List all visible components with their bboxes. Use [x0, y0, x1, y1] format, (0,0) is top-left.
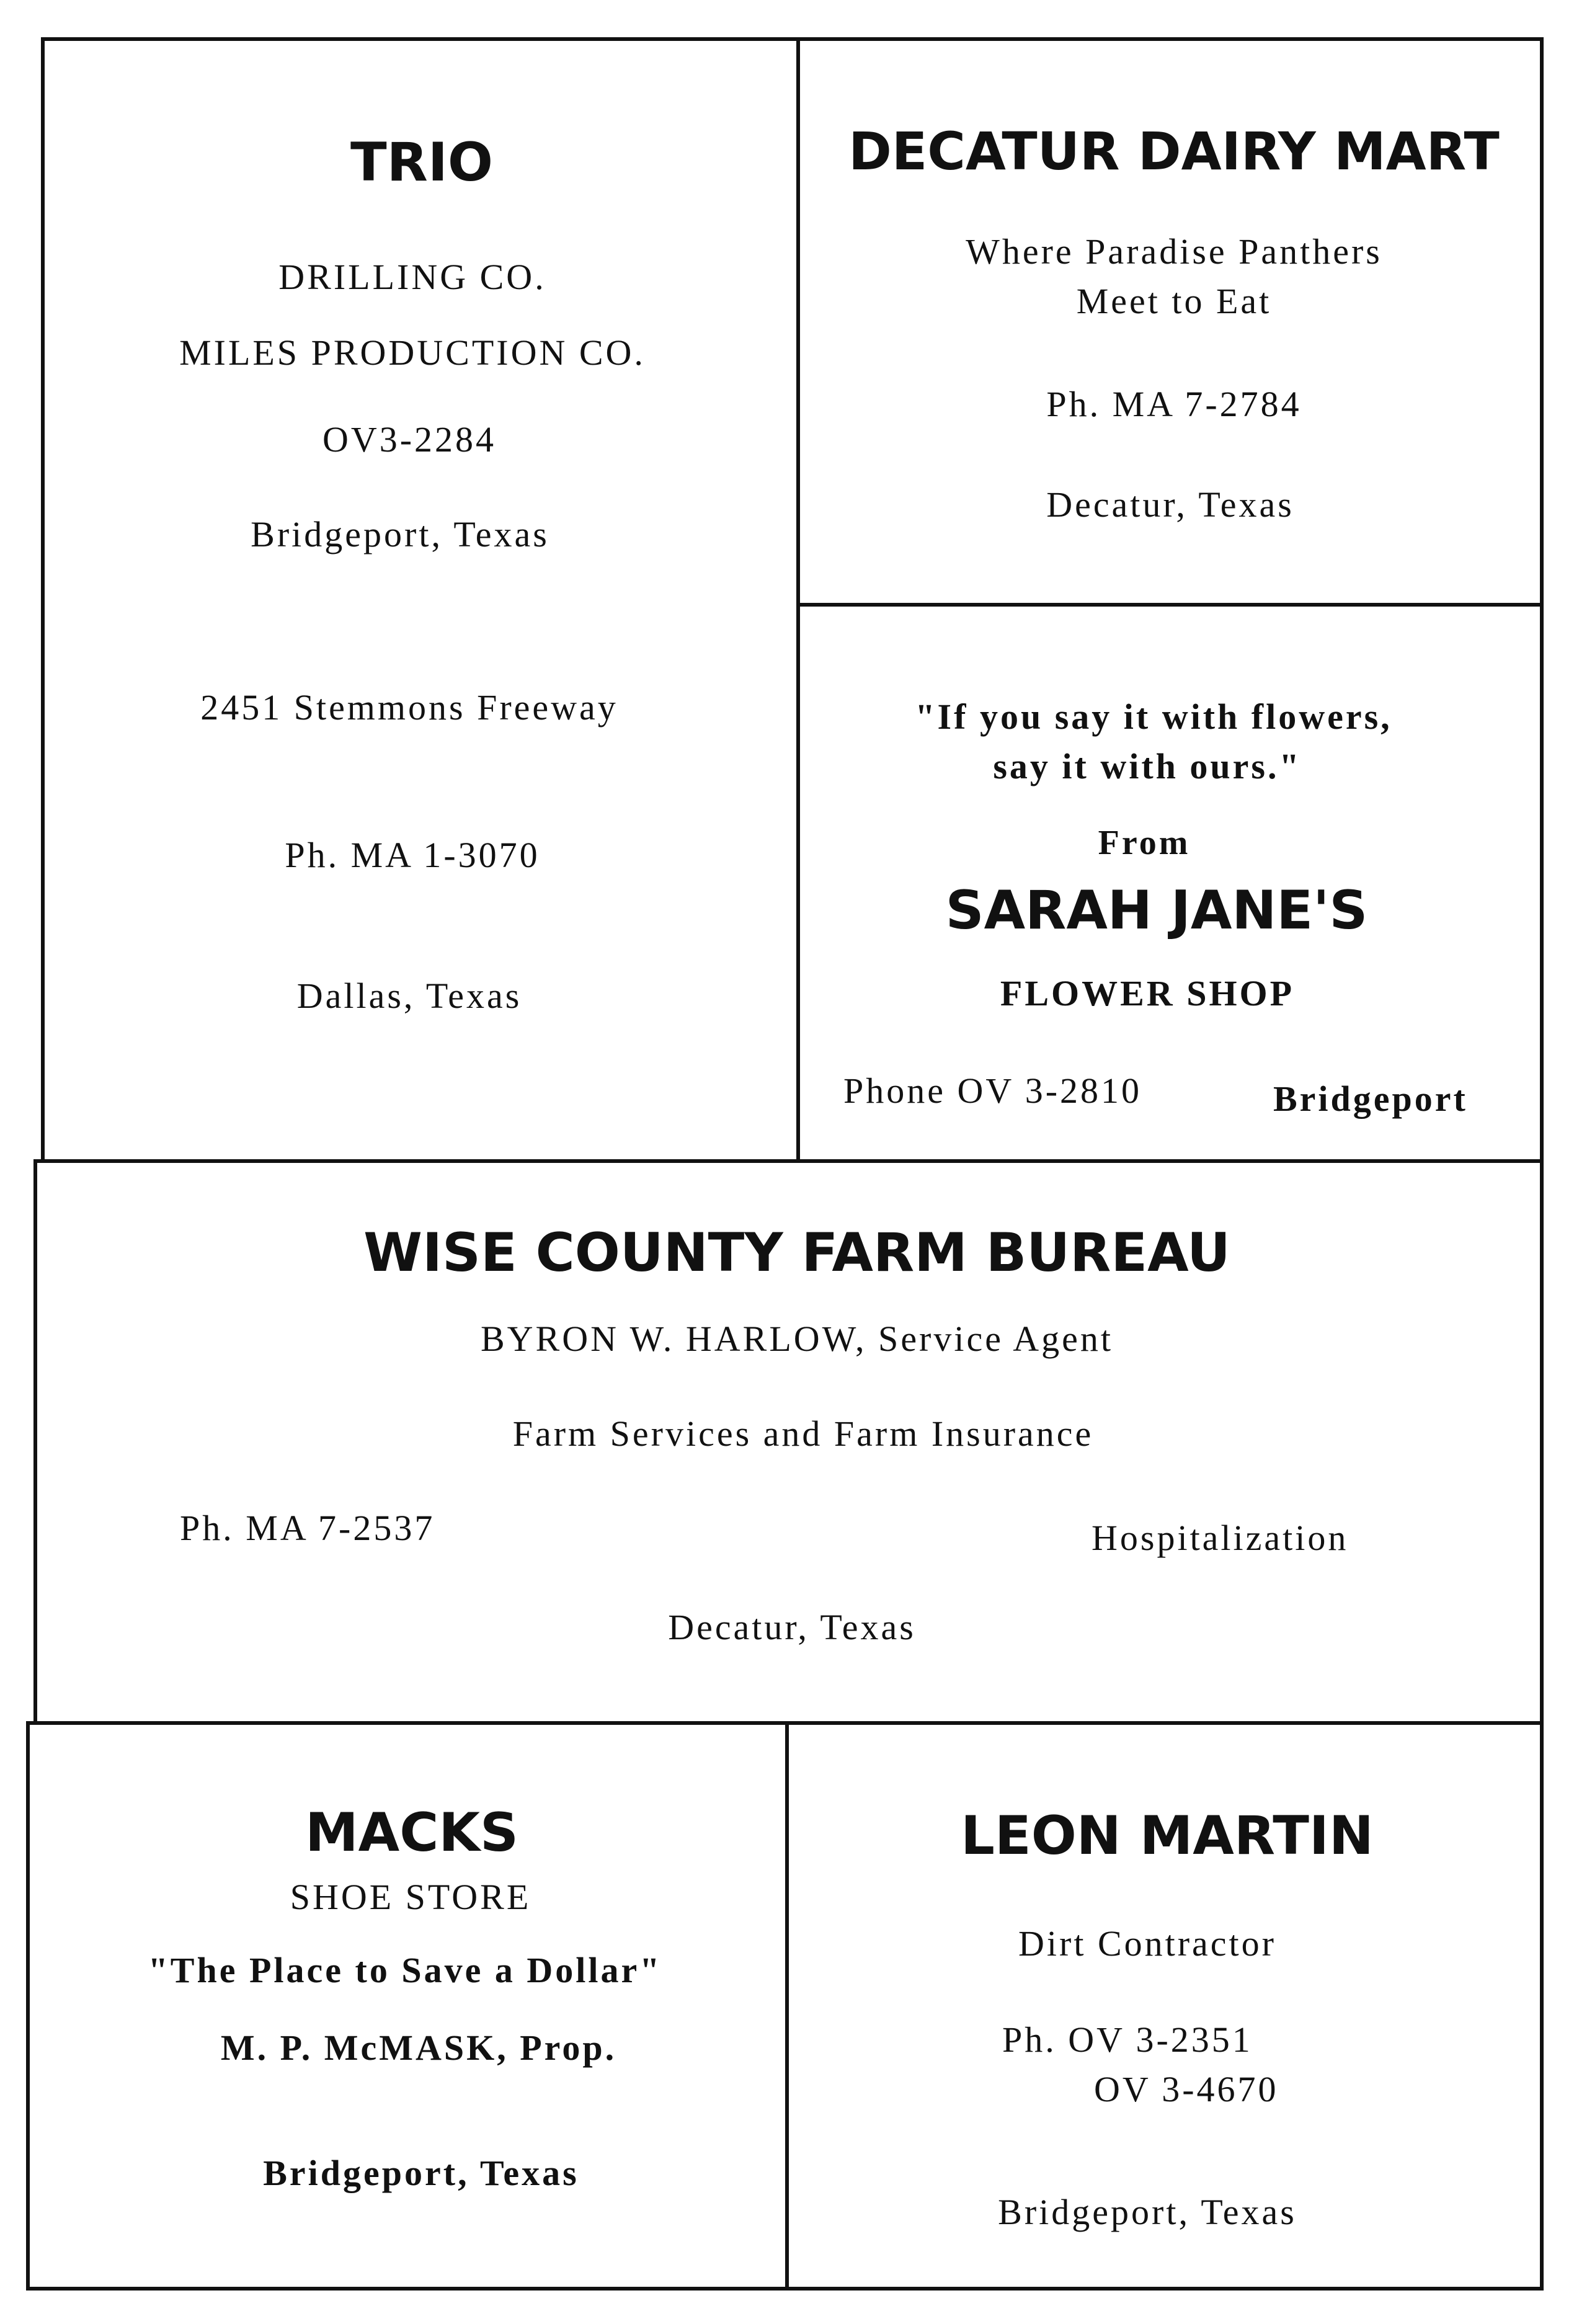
- flower-quote-line1: "If you say it with flowers,: [915, 697, 1392, 737]
- dairy-city: Decatur, Texas: [1046, 484, 1294, 525]
- leon-phone2: OV 3-4670: [1094, 2069, 1279, 2109]
- leon-phone1: Ph. OV 3-2351: [1002, 2019, 1253, 2060]
- flower-city: Bridgeport: [1273, 1079, 1468, 1119]
- flower-title: SARAH JANE'S: [945, 879, 1368, 942]
- dairy-slogan-line2: Meet to Eat: [1076, 281, 1272, 321]
- trio-drilling: DRILLING CO.: [278, 257, 546, 297]
- macks-title: MACKS: [305, 1802, 518, 1864]
- farm-agent: BYRON W. HARLOW, Service Agent: [480, 1319, 1114, 1359]
- flower-from: From: [1098, 824, 1191, 862]
- macks-subtitle: SHOE STORE: [290, 1877, 531, 1917]
- trio-city2: Dallas, Texas: [296, 976, 522, 1016]
- flower-phone: Phone OV 3-2810: [843, 1071, 1142, 1111]
- farm-hospitalization: Hospitalization: [1092, 1518, 1349, 1558]
- farm-services: Farm Services and Farm Insurance: [512, 1414, 1094, 1454]
- dairy-phone: Ph. MA 7-2784: [1046, 384, 1302, 424]
- dairy-title: DECATUR DAIRY MART: [848, 121, 1500, 182]
- leon-city: Bridgeport, Texas: [998, 2192, 1297, 2232]
- farm-title: WISE COUNTY FARM BUREAU: [363, 1222, 1230, 1284]
- farm-city: Decatur, Texas: [668, 1607, 916, 1647]
- trio-phone: OV3-2284: [322, 419, 497, 460]
- trio-miles: MILES PRODUCTION CO.: [179, 332, 646, 373]
- macks-slogan: "The Place to Save a Dollar": [148, 1950, 662, 1990]
- trio-phone2: Ph. MA 1-3070: [285, 835, 540, 875]
- flower-quote-line2: say it with ours.": [993, 746, 1302, 786]
- trio-address: 2451 Stemmons Freeway: [200, 687, 618, 728]
- trio-title: TRIO: [350, 131, 493, 194]
- leon-role: Dirt Contractor: [1018, 1923, 1276, 1964]
- macks-city: Bridgeport, Texas: [263, 2153, 579, 2193]
- flower-subtitle: FLOWER SHOP: [1000, 973, 1295, 1013]
- dairy-slogan-line1: Where Paradise Panthers: [966, 231, 1382, 272]
- trio-city: Bridgeport, Texas: [251, 514, 549, 554]
- leon-title: LEON MARTIN: [961, 1805, 1374, 1867]
- farm-phone: Ph. MA 7-2537: [180, 1508, 435, 1548]
- macks-proprietor: M. P. McMASK, Prop.: [220, 2028, 617, 2068]
